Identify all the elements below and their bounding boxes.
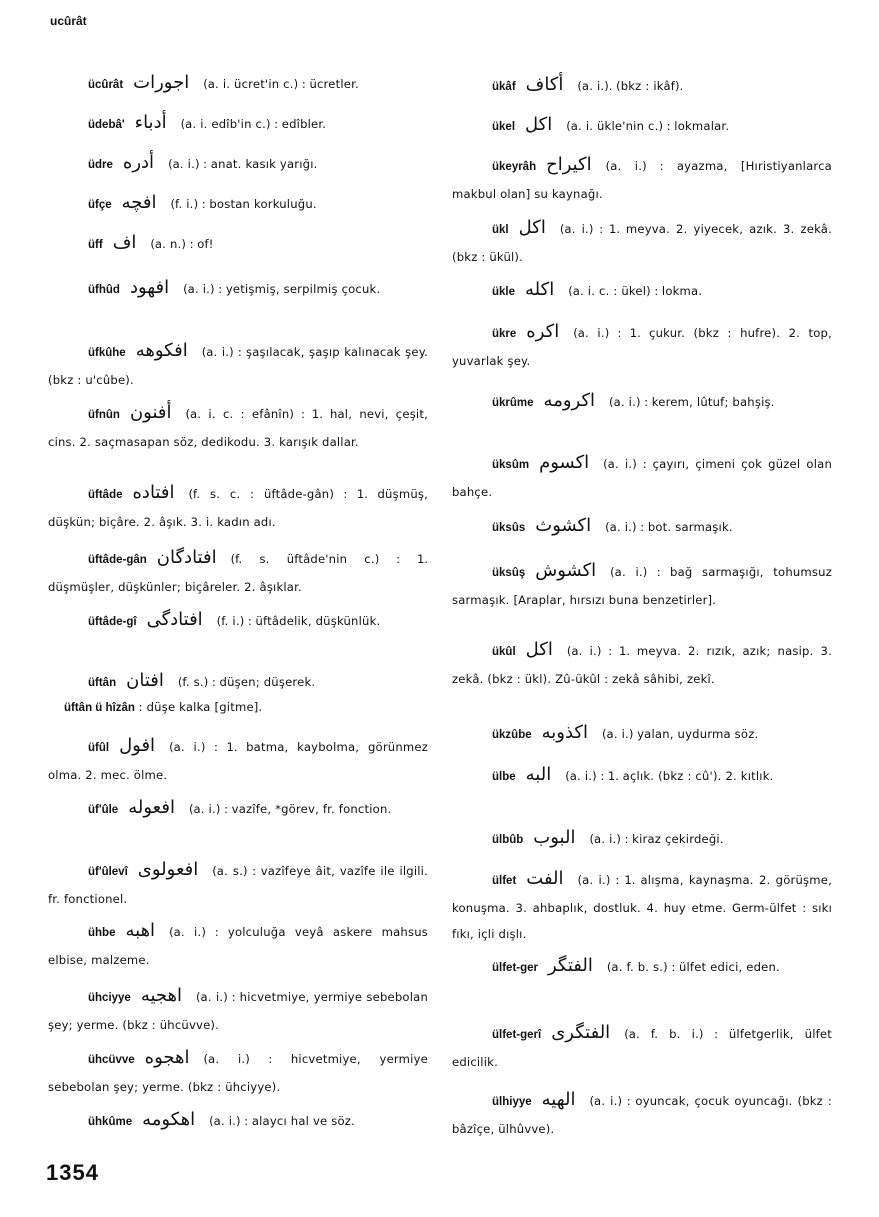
headword: ükeyrâh [492, 161, 537, 173]
definition: (a. i.) : kerem, lûtuf; bahşiş. [609, 395, 775, 409]
dictionary-entry [452, 1020, 832, 1075]
dictionary-entry [48, 338, 428, 393]
page-number: 1354 [46, 1160, 99, 1185]
dictionary-entry [48, 918, 428, 973]
definition: (a. i.) : hicvetmiye, yermiye sebebolan şey; yerme. (bkz : ühcüvve). [48, 990, 428, 1032]
arabic-script: اكذوبه [541, 722, 588, 743]
dictionary-entry [48, 795, 428, 824]
arabic-script: اكل [518, 217, 546, 238]
definition: (a. i.) : oyuncak, çocuk oyuncağı. (bkz : bâzîçe, ülhûvve). [452, 1094, 832, 1136]
definition: (a. i.) : 1. alışma, kaynaşma. 2. görüşme, konuşma. 3. ahbaplık, dostluk. 4. huy etme. Germ-ülfet : sıkı fıkı, içli dışlı. [452, 873, 832, 942]
definition: (f. i.) : üftâdelik, düşkünlük. [216, 614, 381, 628]
arabic-script: اجورات [133, 72, 190, 93]
headword: ükre [492, 328, 517, 340]
headword: ülbûb [492, 834, 524, 846]
arabic-script: البوب [533, 827, 576, 848]
headword: üksûs [492, 522, 526, 534]
dictionary-entry [452, 319, 832, 374]
headword: üfkûhe [88, 347, 126, 359]
definition: (a. i.) : şaşılacak, şaşıp kalınacak şey. (bkz : u'cûbe). [48, 345, 428, 387]
arabic-script: أدره [122, 152, 155, 173]
dictionary-entry [48, 190, 428, 219]
headword: üftân [88, 677, 117, 689]
definition: (a. i.) : yetişmiş, serpilmiş çocuk. [183, 282, 381, 296]
arabic-script: اهجيه [140, 985, 183, 1006]
headword: ükl [492, 224, 509, 236]
arabic-script: أفنون [129, 402, 172, 423]
arabic-script: الهيه [541, 1089, 576, 1110]
dictionary-entry [452, 112, 832, 141]
arabic-script: البه [525, 764, 552, 785]
headword: ükûl [492, 646, 516, 658]
headword: üksûş [492, 567, 526, 579]
headword: üff [88, 239, 103, 251]
arabic-script: اهكومه [142, 1109, 196, 1130]
definition: (a. f. b. s.) : ülfet edici, eden. [606, 960, 780, 974]
dictionary-entry [48, 400, 428, 455]
headword: ülfet [492, 875, 517, 887]
definition: (a. i.) : hicvetmiye, yermiye sebebolan şey; yerme. (bkz : ühciyye). [48, 1052, 428, 1094]
headword: üftâde-gî [88, 616, 137, 628]
arabic-script: اكل [525, 639, 553, 660]
headword: ühciyye [88, 992, 131, 1004]
headword: üf'ûlevî [88, 866, 128, 878]
definition: (f. s. üftâde'nin c.) : 1. düşmüşler, düşkünler; biçâreler. 2. âşıklar. [48, 552, 428, 594]
headword: üftân ü hîzân [64, 702, 135, 714]
headword: ükzûbe [492, 729, 532, 741]
dictionary-entry [48, 70, 428, 99]
definition: (a. i. c. : efânîn) : 1. hal, nevi, çeşit, cins. 2. saçmasapan söz, dedikodu. 3. karışık dallar. [48, 407, 428, 449]
definition: (f. s. c. : üftâde-gân) : 1. düşmüş, düşkün; biçâre. 2. âşık. 3. i. kadın adı. [48, 487, 428, 529]
headword: ülhiyye [492, 1096, 532, 1108]
headword: ükâf [492, 81, 516, 93]
definition: (a. i.) : 1. batma, kaybolma, görünmez olma. 2. mec. ölme. [48, 740, 428, 782]
arabic-script: افعولوى [137, 859, 199, 880]
arabic-script: الفت [526, 868, 564, 889]
definition: (a. i.) : 1. meyva. 2. yiyecek, azık. 3. zekâ. (bkz : ükül). [452, 222, 832, 264]
headword: ükrûme [492, 397, 534, 409]
definition: (a. i. ücret'in c.) : ücretler. [203, 77, 359, 91]
headword: ülfet-ger [492, 962, 538, 974]
dictionary-entry [452, 513, 832, 542]
arabic-script: افول [119, 735, 156, 756]
headword: üf'ûle [88, 804, 119, 816]
arabic-script: افتادگان [156, 547, 217, 568]
arabic-script: افتادگى [146, 609, 203, 630]
headword: üfûl [88, 742, 110, 754]
definition: (a. i. c. : ükel) : lokma. [568, 284, 703, 298]
dictionary-entry [48, 230, 428, 259]
arabic-script: الفتگرى [551, 1022, 611, 1043]
arabic-script: افتاده [132, 482, 175, 503]
running-head: ucûrât [50, 14, 87, 28]
definition: (a. i.) : 1. açlık. (bkz : cû'). 2. kıtlık. [565, 769, 774, 783]
definition: (a. i.). (bkz : ikâf). [577, 79, 684, 93]
arabic-script: اكره [526, 321, 560, 342]
dictionary-entry [48, 607, 428, 636]
dictionary-entry [452, 152, 832, 207]
headword: ükle [492, 286, 516, 298]
dictionary-entry [48, 275, 428, 304]
definition: (f. i.) : bostan korkuluğu. [170, 197, 317, 211]
definition: (a. s.) : vazîfeye âit, vazîfe ile ilgili. fr. fonctionel. [48, 864, 428, 906]
definition: (a. n.) : of! [150, 237, 214, 251]
definition: (a. i.) : 1. meyva. 2. rızık, azık; nasip. 3. zekâ. (bkz : ükl). Zû-ükûl : zekâ sâhibi, zekî. [452, 644, 832, 686]
dictionary-entry [48, 668, 428, 697]
definition: (a. i.) : vazîfe, *görev, fr. fonction. [188, 802, 392, 816]
arabic-script: أدباء [134, 112, 167, 133]
definition: (a. i.) : yolculuğa veyâ askere mahsus elbise, malzeme. [48, 925, 428, 967]
dictionary-entry [452, 637, 832, 692]
arabic-script: افتان [126, 670, 164, 691]
headword: üfnûn [88, 409, 120, 421]
arabic-script: اكشوش [535, 560, 597, 581]
definition: (a. i.) yalan, uydurma söz. [602, 727, 759, 741]
headword: üftâde [88, 489, 123, 501]
headword: üksûm [492, 459, 530, 471]
dictionary-entry [48, 545, 428, 600]
arabic-script: اكرومه [543, 390, 596, 411]
headword: ücûrât [88, 79, 124, 91]
headword: ühbe [88, 927, 116, 939]
arabic-script: اهبه [125, 920, 156, 941]
dictionary-entry [48, 1045, 428, 1100]
definition: (a. i.) : çayırı, çimeni çok güzel olan bahçe. [452, 457, 832, 499]
arabic-script: اكيراح [546, 154, 592, 175]
dictionary-entry [452, 1087, 832, 1142]
definition: (a. i. edîb'in c.) : edîbler. [180, 117, 327, 131]
dictionary-entry [452, 72, 832, 101]
headword: üfçe [88, 199, 112, 211]
headword: ülfet-gerî [492, 1029, 542, 1041]
arabic-script: اهجوه [144, 1047, 190, 1068]
definition: (a. i.) : bağ sarmaşığı, tohumsuz sarmaşık. [Araplar, hırsızı buna benzetirler]. [452, 565, 832, 607]
arabic-script: الفتگر [548, 955, 593, 976]
definition: (a. f. b. i.) : ülfetgerlik, ülfet edicilik. [452, 1027, 832, 1069]
headword: ükel [492, 121, 516, 133]
arabic-script: افهود [129, 277, 170, 298]
definition: (a. i.) : anat. kasık yarığı. [168, 157, 318, 171]
definition: (f. s.) : düşen; düşerek. [177, 675, 316, 689]
dictionary-entry [452, 720, 832, 749]
dictionary-entry [48, 150, 428, 179]
dictionary-entry [48, 983, 428, 1038]
definition: (a. i.) : ayazma, [Hıristiyanlarca makbul olan] su kaynağı. [452, 159, 832, 201]
arabic-script: افعوله [128, 797, 175, 818]
dictionary-entry [452, 825, 832, 854]
definition: (a. i. ükle'nin c.) : lokmalar. [566, 119, 730, 133]
arabic-script: اف [112, 232, 137, 253]
dictionary-entry [452, 277, 832, 306]
dictionary-entry [48, 857, 428, 912]
dictionary-entry [452, 450, 832, 505]
dictionary-entry [452, 558, 832, 613]
headword: ühkûme [88, 1116, 133, 1128]
dictionary-entry [48, 110, 428, 139]
arabic-script: اكله [525, 279, 555, 300]
arabic-script: افچه [121, 192, 157, 213]
definition: : düşe kalka [gitme]. [138, 700, 263, 714]
headword: üftâde-gân [88, 554, 147, 566]
arabic-script: افكوهه [135, 340, 188, 361]
dictionary-entry [452, 215, 832, 270]
arabic-script: اكشوث [535, 515, 592, 536]
headword: ülbe [492, 771, 516, 783]
dictionary-entry [452, 866, 832, 948]
headword: üdebâ' [88, 119, 125, 131]
dictionary-entry [452, 762, 832, 791]
dictionary-entry [48, 480, 428, 535]
arabic-script: اكل [525, 114, 553, 135]
arabic-script: أكاف [525, 74, 564, 95]
dictionary-entry [48, 1107, 428, 1136]
dictionary-entry [452, 953, 832, 982]
dictionary-entry [452, 388, 832, 417]
headword: üdre [88, 159, 113, 171]
definition: (a. i.) : bot. sarmaşık. [605, 520, 733, 534]
dictionary-entry [48, 694, 428, 722]
headword: üfhûd [88, 284, 120, 296]
headword: ühcüvve [88, 1054, 135, 1066]
dictionary-entry [48, 733, 428, 788]
definition: (a. i.) : alaycı hal ve söz. [209, 1114, 355, 1128]
definition: (a. i.) : kiraz çekirdeği. [589, 832, 724, 846]
arabic-script: اكسوم [539, 452, 590, 473]
definition: (a. i.) : 1. çukur. (bkz : hufre). 2. top, yuvarlak şey. [452, 326, 832, 368]
